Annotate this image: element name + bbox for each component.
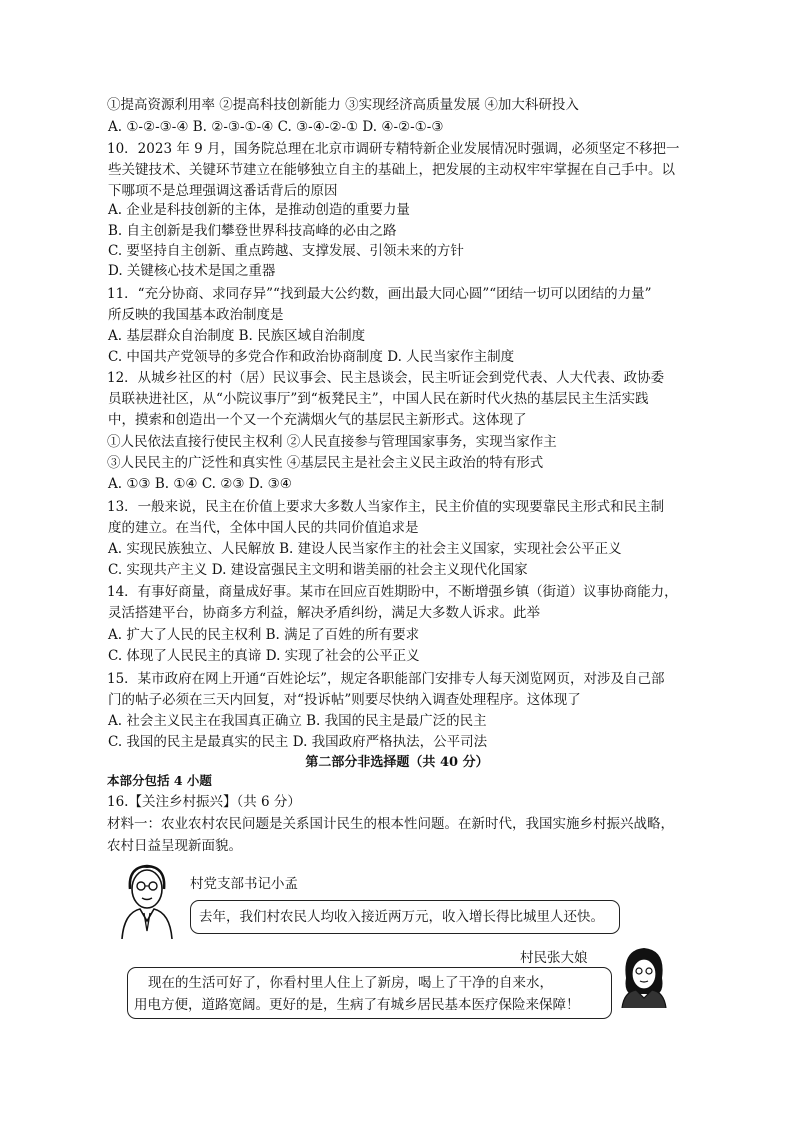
line-q12-3: 中，摸索和创造出一个又一个充满烟火气的基层民主新形式。这体现了	[108, 412, 527, 428]
line-q11-2: 所反映的我国基本政治制度是	[108, 307, 284, 323]
speech-2-line-2: 用电方便，道路宽阔。更好的是，生病了有城乡居民基本医疗保险来保障！	[134, 997, 580, 1013]
line-q13-cd: C. 实现共产主义 D. 建设富强民主文明和谐美丽的社会主义现代化国家	[108, 562, 528, 578]
line-q10-2: 些关键技术、关键环节建立在能够独立自主的基础上，把发展的主动权牢牢掌握在自己手中。以	[108, 162, 675, 178]
line-q15-2: 门的帖子必须在三天内回复，对“投诉帖”则要尽快纳入调查处理程序。这体现了	[108, 692, 581, 708]
line-q11-1: 11．“充分协商、求同存异”“找到最大公约数，画出最大同心圆”“团结一切可以团结的力量”	[107, 286, 652, 302]
village-secretary-portrait-icon	[112, 861, 182, 939]
line-q13-1: 13．一般来说，民主在价值上要求大多数人当家作主，民主价值的实现要靠民主形式和民主制	[107, 499, 665, 515]
line-q14-2: 灵活搭建平台，协商多方利益，解决矛盾纠纷，满足大多数人诉求。此举	[108, 605, 540, 621]
line-q14-cd: C. 体现了人民民主的真谛 D. 实现了社会的公平正义	[108, 648, 420, 664]
speech-bubble-2	[127, 967, 612, 1019]
material-1-line-2: 农村日益呈现新面貌。	[107, 838, 242, 854]
material-1-line-1: 材料一：农业农村农民问题是关系国计民生的根本性问题。在新时代，我国实施乡村振兴战略，	[107, 816, 674, 832]
line-q10-c: C. 要坚持自主创新、重点跨越、支撑发展、引领未来的方针	[108, 243, 464, 259]
line-q12-opt: A. ①③ B. ①④ C. ②③ D. ③④	[108, 476, 292, 492]
speech-bubble-1	[190, 900, 620, 934]
line-q14-ab: A. 扩大了人民的民主权利 B. 满足了百姓的所有要求	[108, 627, 420, 643]
line-q13-2: 度的建立。在当代，全体中国人民的共同价值追求是	[108, 520, 419, 536]
line-q10-a: A. 企业是科技创新的主体，是推动创造的重要力量	[108, 202, 410, 218]
speech-1-text: 去年，我们村农民人均收入接近两万元，收入增长得比城里人还快。	[199, 909, 604, 925]
section-2-title: 第二部分非选择题（共 40 分）	[305, 755, 489, 770]
line-q12-i2: ③人民民主的广泛性和真实性 ④基层民主是社会主义民主政治的特有形式	[107, 455, 544, 471]
speaker-2-name: 村民张大娘	[520, 950, 588, 966]
line-q11-ab: A. 基层群众自治制度 B. 民族区域自治制度	[108, 328, 366, 344]
village-grandma-portrait-icon	[618, 944, 670, 1008]
line-q10-1: 10．2023 年 9 月，国务院总理在北京市调研专精特新企业发展情况时强调，必须坚定不移把一	[107, 141, 680, 157]
line-q10-3: 下哪项不是总理强调这番话背后的原因	[108, 183, 338, 199]
line-q12-1: 12．从城乡社区的村（居）民议事会、民主恳谈会，民主听证会到党代表、人大代表、政协委	[107, 370, 665, 386]
line-q14-1: 14．有事好商量，商量成好事。某市在回应百姓期盼中，不断增强乡镇（街道）议事协商能力，	[107, 584, 678, 600]
line-q15-1: 15．某市政府在网上开通“百姓论坛”，规定各职能部门安排专人每天浏览网页，对涉及自己部	[107, 671, 665, 687]
line-q12-i1: ①人民依法直接行使民主权利 ②人民直接参与管理国家事务，实现当家作主	[107, 434, 557, 450]
line-q9-items: ①提高资源利用率 ②提高科技创新能力 ③实现经济高质量发展 ④加大科研投入	[107, 97, 579, 113]
line-q10-b: B. 自主创新是我们攀登世界科技高峰的必由之路	[108, 223, 397, 239]
line-q10-d: D. 关键核心技术是国之重器	[108, 263, 276, 279]
q16-title: 16.【关注乡村振兴】（共 6 分）	[107, 794, 301, 810]
line-q15-ab: A. 社会主义民主在我国真正确立 B. 我国的民主是最广泛的民主	[108, 713, 487, 729]
line-q13-ab: A. 实现民族独立、人民解放 B. 建设人民当家作主的社会主义国家，实现社会公平正义	[108, 541, 622, 557]
section-2-note: 本部分包括 4 小题	[107, 773, 212, 788]
speaker-1-name: 村党支部书记小孟	[190, 876, 298, 892]
line-q15-cd: C. 我国的民主是最真实的民主 D. 我国政府严格执法，公平司法	[108, 734, 488, 750]
line-q9-options: A. ①-②-③-④ B. ②-③-①-④ C. ③-④-②-① D. ④-②-①-③	[108, 119, 444, 135]
line-q11-cd: C. 中国共产党领导的多党合作和政治协商制度 D. 人民当家作主制度	[108, 349, 515, 365]
line-q12-2: 员联袂进社区，从“小院议事厅”到“板凳民主”，中国人民在新时代火热的基层民主生活实践	[108, 391, 649, 407]
speech-2-line-1: 现在的生活可好了，你看村里人住上了新房，喝上了干净的自来水，	[148, 975, 553, 991]
